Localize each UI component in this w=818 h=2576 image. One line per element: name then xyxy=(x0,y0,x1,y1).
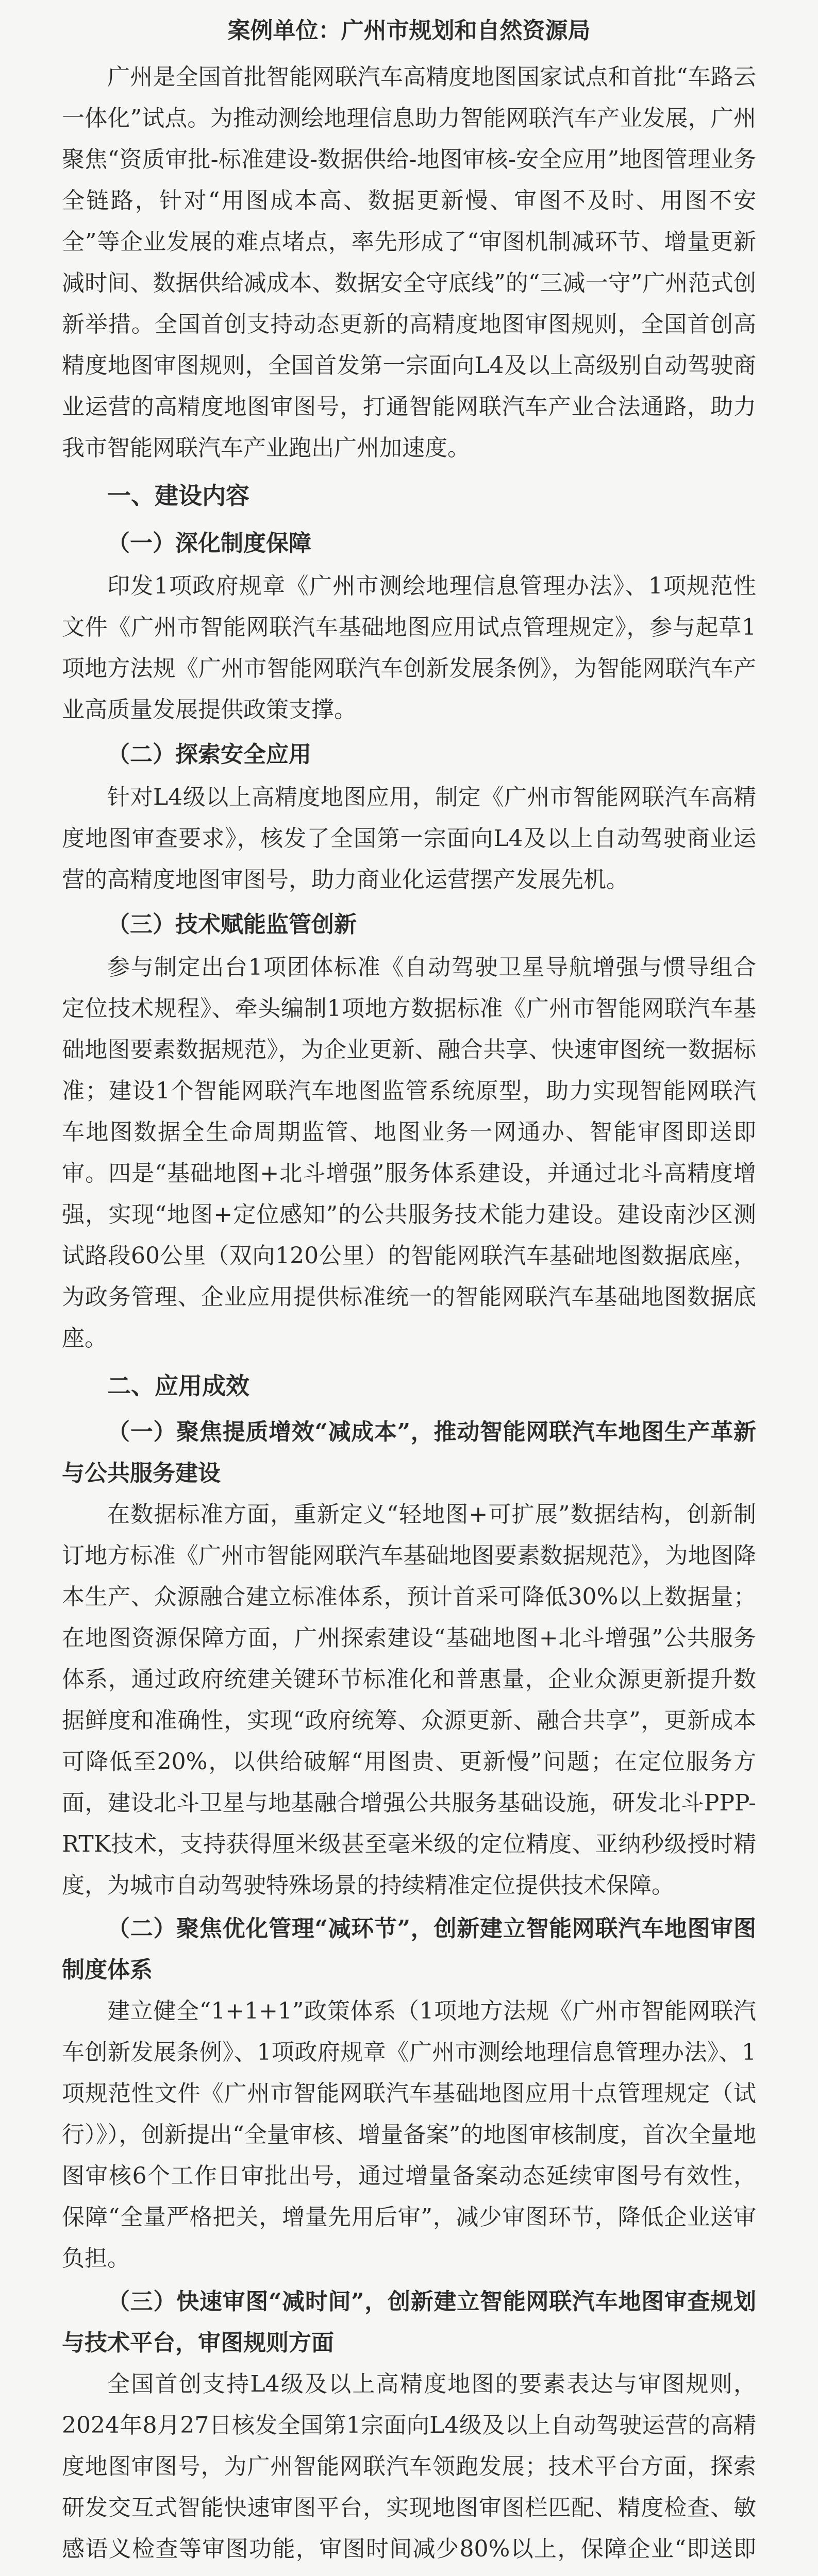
subsection-heading: （二）探索安全应用 xyxy=(107,741,311,768)
subsection-heading: （一）深化制度保障 xyxy=(107,530,311,556)
subsection-heading: （二）聚焦优化管理“减环节”，创新建立智能网联汽车地图审图制度体系 xyxy=(62,1916,756,1983)
body-paragraph: 建立健全“1+1+1”政策体系（1项地方法规《广州市智能网联汽车创新发展条例》、1项政府规章《广州市测绘地理信息管理办法》、1项规范性文件《广州市智能网联汽车基础地图应用十点管理规定（试行）》），创新提出“全量审核、增量备案”的地图审核制度，首次全量地图审核6个工作日审批出号，通过增量备案动态延续审图号有效性，保障“全量严格把关，增量先用后审”，减少审图环节，降低企业送审负担。 xyxy=(62,1998,756,2272)
body-paragraph: 参与制定出台1项团体标准《自动驾驶卫星导航增强与惯导组合定位技术规程》、牵头编制1项地方数据标准《广州市智能网联汽车基础地图要素数据规范》，为企业更新、融合共享、快速审图统一数据标准；建设1个智能网联汽车地图监管系统原型，助力实现智能网联汽车地图数据全生命周期监管、地图业务一网通办、智能审图即送即审。四是“基础地图+北斗增强”服务体系建设，并通过北斗高精度增强，实现“地图+定位感知”的公共服务技术能力建设。建设南沙区测试路段60公里（双向120公里）的智能网联汽车基础地图数据底座，为政务管理、企业应用提供标准统一的智能网联汽车基础地图数据底座。 xyxy=(62,954,756,1351)
subsection-heading: （三）快速审图“减时间”，创新建立智能网联汽车地图审查规划与技术平台，审图规则方面 xyxy=(62,2289,756,2356)
subsection-heading: （三）技术赋能监管创新 xyxy=(107,911,357,938)
section-heading-construction: 一、建设内容 xyxy=(107,482,249,510)
section-heading-results: 二、应用成效 xyxy=(107,1372,249,1400)
body-paragraph: 全国首创支持L4级及以上高精度地图的要素表达与审图规则，2024年8月27日核发全国第1宗面向L4级及以上自动驾驶运营的高精度地图审图号，为广州智能网联汽车领跑发展；技术平台方面，探索研发交互式智能快速审图平台，实现地图审图栏匹配、精度检查、敏感语义检查等审图功能，审图时间减少80%以上，保障企业“即送即 xyxy=(62,2371,756,2562)
case-unit-header: 案例单位：广州市规划和自然资源局 xyxy=(227,18,591,44)
body-paragraph: 在数据标准方面，重新定义“轻地图+可扩展”数据结构，创新制订地方标准《广州市智能网联汽车基础地图要素数据规范》，为地图降本生产、众源融合建立标准体系，预计首采可降低30%以上数据量；在地图资源保障方面，广州探索建设“基础地图+北斗增强”公共服务体系，通过政府统建关键环节标准化和普惠量，企业众源更新提升数据鲜度和准确性，实现“政府统筹、众源更新、融合共享”，更新成本可降低至20%，以供给破解“用图贵、更新慢”问题；在定位服务方面，建设北斗卫星与地基融合增强公共服务基础设施，研发北斗PPP-RTK技术，支持获得厘米级甚至毫米级的定位精度、亚纳秒级授时精度，为城市自动驾驶特殊场景的持续精准定位提供技术保障。 xyxy=(62,1501,756,1899)
subsection-heading: （一）聚焦提质增效“减成本”，推动智能网联汽车地图生产革新与公共服务建设 xyxy=(62,1419,756,1486)
intro-paragraph: 广州是全国首批智能网联汽车高精度地图国家试点和首批“车路云一体化”试点。为推动测绘地理信息助力智能网联汽车产业发展，广州聚焦“资质审批-标准建设-数据供给-地图审核-安全应用”地图管理业务全链路，针对“用图成本高、数据更新慢、审图不及时、用图不安全”等企业发展的难点堵点，率先形成了“审图机制减环节、增量更新减时间、数据供给减成本、数据安全守底线”的“三减一守”广州范式创新举措。全国首创支持动态更新的高精度地图审图规则，全国首创高精度地图审图规则，全国首发第一宗面向L4及以上高级别自动驾驶商业运营的高精度地图审图号，打通智能网联汽车产业合法通路，助力我市智能网联汽车产业跑出广州加速度。 xyxy=(62,64,756,461)
body-paragraph: 针对L4级以上高精度地图应用，制定《广州市智能网联汽车高精度地图审查要求》，核发了全国第一宗面向L4及以上自动驾驶商业运营的高精度地图审图号，助力商业化运营摆产发展先机。 xyxy=(62,784,756,893)
body-paragraph: 印发1项政府规章《广州市测绘地理信息管理办法》、1项规范性文件《广州市智能网联汽车基础地图应用试点管理规定》，参与起草1项地方法规《广州市智能网联汽车创新发展条例》，为智能网联汽车产业高质量发展提供政策支撑。 xyxy=(62,573,756,723)
